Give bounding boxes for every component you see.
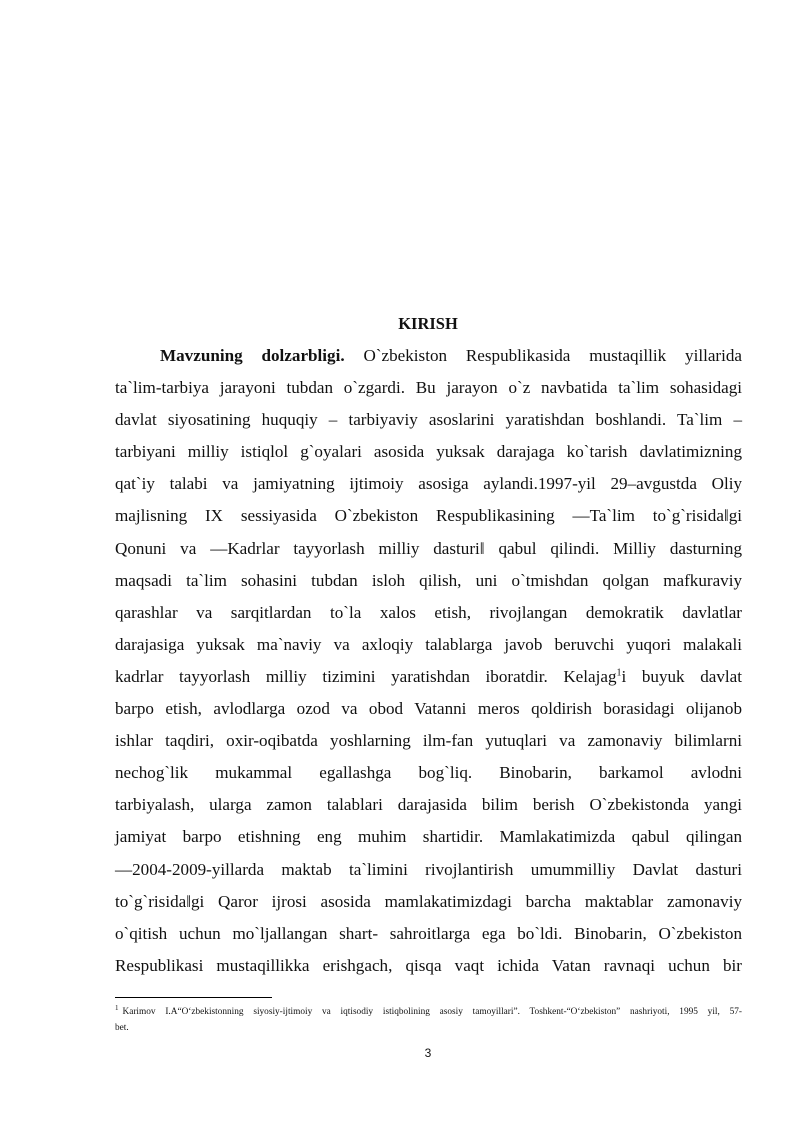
page-number: 3 <box>424 1046 432 1060</box>
footnote-reference[interactable]: 1 <box>616 667 622 679</box>
text-line: ―2004-2009-yillarda maktab ta`limini rivojlantirish umummilliy Davlat dasturi <box>115 859 742 879</box>
text-line: qat`iy talabi va jamiyatning ijtimoiy asosiga aylandi.1997-yil 29–avgustda Oliy <box>115 474 742 494</box>
text-line: ta`lim-tarbiya jarayoni tubdan o`zgardi. Bu jarayon o`z navbatida ta`lim sohasidagi <box>115 378 742 398</box>
text-line: tarbiyani milliy istiqlol g`oyalari asosida yuksak darajaga ko`tarish davlatimizning <box>115 442 742 462</box>
text-line: davlat siyosatining huquqiy – tarbiyaviy asoslarini yaratishdan boshlandi. Ta`lim – <box>115 410 742 430</box>
text-line: Qonuni va ―Kadrlar tayyorlash milliy dasturi‖ qabul qilindi. Milliy dasturning <box>115 538 742 558</box>
footnote <box>115 1004 742 1036</box>
body-paragraph <box>115 340 742 982</box>
text-line: nechog`lik mukammal egallashga bog`liq. Binobarin, barkamol avlodni <box>115 763 742 783</box>
text-line: jamiyat barpo etishning eng muhim shartidir. Mamlakatimizda qabul qilingan <box>115 827 742 847</box>
text-line: o`qitish uchun mo`ljallangan shart- sahroitlarga ega bo`ldi. Binobarin, O`zbekiston <box>115 923 742 943</box>
text-line: ishlar taqdiri, oxir-oqibatda yoshlarning ilm-fan yutuqlari va zamonaviy bilimlarni <box>115 731 742 751</box>
text-line: tarbiyalash, ularga zamon talablari darajasida bilim berish O`zbekistonda yangi <box>115 795 742 815</box>
text-line: kadrlar tayyorlash milliy tizimini yaratishdan iboratdir. Kelajag$^1$i buyuk davlat <box>115 666 742 686</box>
text-line: maqsadi ta`lim sohasini tubdan isloh qilish, uni o`tmishdan qolgan mafkuraviy <box>115 570 742 590</box>
text-line: to`g`risida‖gi Qaror ijrosi asosida mamlakatimizdagi barcha maktablar zamonaviy <box>115 891 742 911</box>
text-line: Respublikasi mustaqillikka erishgach, qisqa vaqt ichida Vatan ravnaqi uchun bir <box>115 955 742 975</box>
text-line: barpo etish, avlodlarga ozod va obod Vatanni meros qoldirish borasidagi olijanob <box>115 699 742 719</box>
footnote-line: bet. <box>115 1023 129 1033</box>
footnote-marker: 1 <box>115 1003 119 1012</box>
text-line: darajasiga yuksak ma`naviy va axloqiy talablarga javob beruvchi yuqori malakali <box>115 634 742 654</box>
footnote-line: $^1$ Karimov I.A“O‘zbekistonning siyosiy-ijtimoiy va iqtisodiy istiqbolining asosiy tamoyillari”. Toshkent-“O‘zbekiston” nashriyoti, 1995 yil, 57- <box>115 1003 742 1017</box>
text-line: Mavzuning dolzarbligi. O`zbekiston Respublikasida mustaqillik yillarida <box>160 346 742 365</box>
text-line: qarashlar va sarqitlardan to`la xalos etish, rivojlangan demokratik davlatlar <box>115 602 742 622</box>
section-heading: KIRISH <box>398 314 458 333</box>
text-line: majlisning IX sessiyasida O`zbekiston Respublikasining ―Ta`lim to`g`risida‖gi <box>115 506 742 526</box>
footnote-separator <box>115 997 272 998</box>
lead-phrase: Mavzuning dolzarbligi. <box>160 346 345 365</box>
